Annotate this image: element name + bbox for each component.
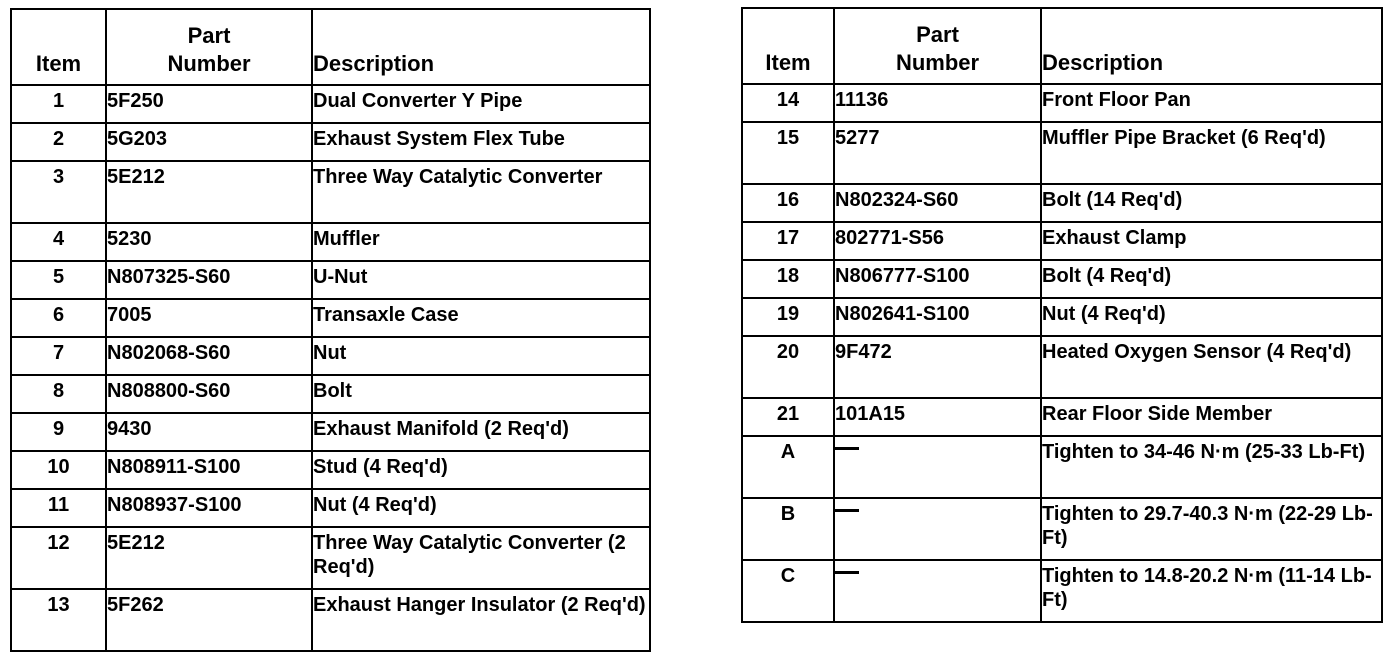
table-row [742,84,1382,122]
header-description: Description [1041,8,1382,84]
dash-icon [835,447,859,450]
part-number-cell: 802771-S56 [834,222,1041,260]
description-cell: Exhaust Clamp [1041,222,1382,260]
item-cell: 8 [11,375,106,413]
part-number-cell [834,436,1041,498]
table-row [11,223,650,261]
part-number-cell: 5F262 [106,589,312,651]
item-cell: 19 [742,298,834,336]
description-cell: Three Way Catalytic Converter [312,161,650,223]
description-cell: Muffler [312,223,650,261]
table-row [742,260,1382,298]
table-row [742,560,1382,622]
item-cell: 20 [742,336,834,398]
item-cell: 7 [11,337,106,375]
table-row [11,451,650,489]
item-cell: 10 [11,451,106,489]
part-number-cell: 5230 [106,223,312,261]
description-cell: Tighten to 29.7-40.3 N·m (22-29 Lb-Ft) [1041,498,1382,560]
description-cell: Transaxle Case [312,299,650,337]
part-number-cell [834,560,1041,622]
part-number-cell: 7005 [106,299,312,337]
part-number-cell: 9430 [106,413,312,451]
item-cell: 4 [11,223,106,261]
part-number-cell: 101A15 [834,398,1041,436]
table-row [742,336,1382,398]
item-cell: B [742,498,834,560]
description-cell: Nut [312,337,650,375]
table-row [11,161,650,223]
item-cell: 2 [11,123,106,161]
description-cell: Muffler Pipe Bracket (6 Req'd) [1041,122,1382,184]
item-cell: 14 [742,84,834,122]
dash-icon [835,571,859,574]
part-number-cell: N802068-S60 [106,337,312,375]
item-cell: 3 [11,161,106,223]
part-number-cell: N806777-S100 [834,260,1041,298]
table-row [11,85,650,123]
description-cell: Nut (4 Req'd) [312,489,650,527]
header-part-number: Part Number [106,9,312,85]
description-cell: Exhaust System Flex Tube [312,123,650,161]
item-cell: 16 [742,184,834,222]
description-cell: Front Floor Pan [1041,84,1382,122]
table-row [11,123,650,161]
part-number-cell: N802641-S100 [834,298,1041,336]
description-cell: Bolt (4 Req'd) [1041,260,1382,298]
table-row [742,498,1382,560]
item-cell: 12 [11,527,106,589]
table-row [742,398,1382,436]
description-cell: Stud (4 Req'd) [312,451,650,489]
description-cell: Exhaust Manifold (2 Req'd) [312,413,650,451]
part-number-cell: N808800-S60 [106,375,312,413]
description-cell: Three Way Catalytic Converter (2 Req'd) [312,527,650,589]
header-description: Description [312,9,650,85]
table-row [11,527,650,589]
item-cell: 13 [11,589,106,651]
part-number-cell: 5E212 [106,527,312,589]
table-row [11,489,650,527]
part-number-cell: 5277 [834,122,1041,184]
header-part-number: Part Number [834,8,1041,84]
table-row [742,184,1382,222]
item-cell: 17 [742,222,834,260]
dash-icon [835,509,859,512]
item-cell: 6 [11,299,106,337]
item-cell: 5 [11,261,106,299]
header-item: Item [742,8,834,84]
description-cell: Tighten to 14.8-20.2 N·m (11-14 Lb-Ft) [1041,560,1382,622]
parts-table-left [10,8,651,652]
header-item: Item [11,9,106,85]
table-row [742,222,1382,260]
part-number-cell: 11136 [834,84,1041,122]
item-cell: 18 [742,260,834,298]
part-number-cell [834,498,1041,560]
description-cell: U-Nut [312,261,650,299]
description-cell: Rear Floor Side Member [1041,398,1382,436]
part-number-cell: 5G203 [106,123,312,161]
part-number-cell: N807325-S60 [106,261,312,299]
table-row [11,261,650,299]
table-row [742,298,1382,336]
item-cell: 9 [11,413,106,451]
description-cell: Bolt [312,375,650,413]
item-cell: 15 [742,122,834,184]
table-row [742,436,1382,498]
part-number-cell: 5F250 [106,85,312,123]
description-cell: Heated Oxygen Sensor (4 Req'd) [1041,336,1382,398]
table-row [11,337,650,375]
part-number-cell: N802324-S60 [834,184,1041,222]
item-cell: 1 [11,85,106,123]
table-row [11,299,650,337]
description-cell: Tighten to 34-46 N·m (25-33 Lb-Ft) [1041,436,1382,498]
description-cell: Bolt (14 Req'd) [1041,184,1382,222]
part-number-cell: N808911-S100 [106,451,312,489]
item-cell: A [742,436,834,498]
parts-table-right [741,7,1383,623]
item-cell: 11 [11,489,106,527]
table-row [742,122,1382,184]
part-number-cell: 9F472 [834,336,1041,398]
item-cell: 21 [742,398,834,436]
part-number-cell: 5E212 [106,161,312,223]
description-cell: Dual Converter Y Pipe [312,85,650,123]
description-cell: Nut (4 Req'd) [1041,298,1382,336]
part-number-cell: N808937-S100 [106,489,312,527]
table-row [11,413,650,451]
item-cell: C [742,560,834,622]
table-row [11,589,650,651]
table-row [11,375,650,413]
description-cell: Exhaust Hanger Insulator (2 Req'd) [312,589,650,651]
